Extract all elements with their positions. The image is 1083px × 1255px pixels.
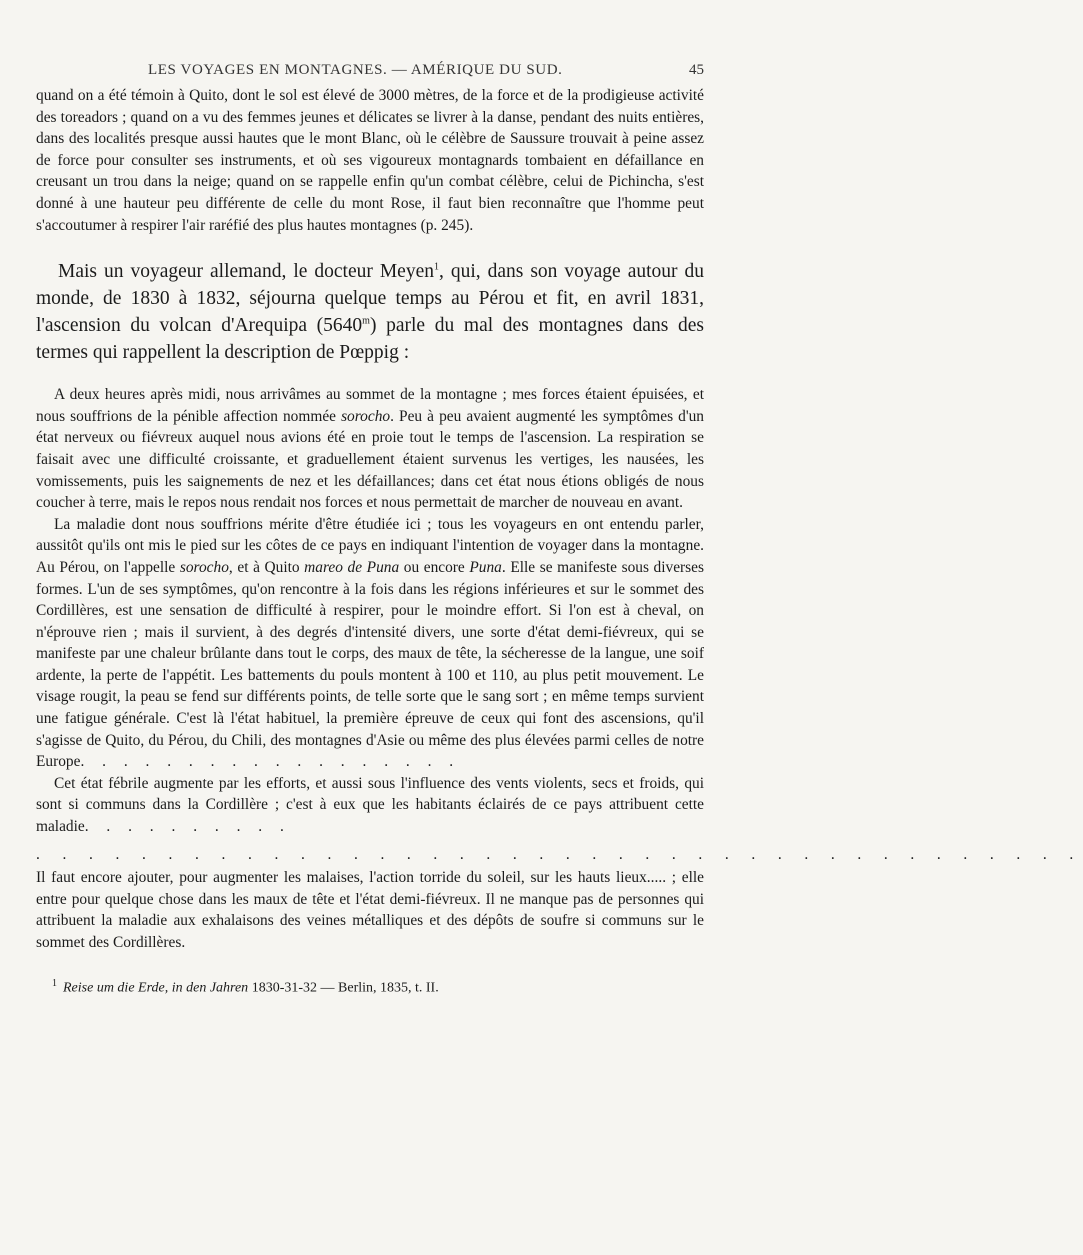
footnote [36,974,704,998]
footnote-citation: 1830-31-32 — Berlin, 1835, t. II. [248,980,439,996]
quote-top-paragraph: quand on a été témoin à Quito, dont le sol est élevé de 3000 mètres, de la force et de la prodigieuse activité des toreadors ; quand on a vu des femmes jeunes et délicates se livrer à la danse, pendant des nuits entières, dans des localités presque aussi hautes que le mont Blanc, où le célèbre de Saussure trouvait à peine assez de force pour consulter ses instruments, et où ses vigoureux montagnards tombaient en défaillance en creusant un trou dans la neige; quand on se rappelle enfin qu'un combat célèbre, celui de Pichincha, s'est donné à une hauteur peu différente de celle du mont Rose, il faut bien reconnaître que l'homme peut s'accoutumer à respirer l'air raréfié des plus hautes montagnes (p. 245). [36,87,704,234]
omission-dot-row: . . . . . . . . . . . . . . . . . . . . . . . . . . . . . . . . . . . . . . . . [36,845,1083,863]
quote-paragraph-4: Il faut encore ajouter, pour augmenter les malaises, l'action torride du soleil, sur les hauts lieux..... ; elle entre pour quelque chose dans les maux de tête et l'état demi-fiévreux. Il ne manque pas de personnes qui attribuent la maladie aux exhalaisons des veines métalliques et des dépôts de soufre si communs sur le sommet des Cordillères. [36,869,704,951]
meyen-quote [36,384,1083,953]
quoted-passage-top [36,85,704,236]
running-title: LES VOYAGES EN MONTAGNES. — AMÉRIQUE DU SUD. [148,62,563,78]
page-number: 45 [689,62,704,78]
running-header [36,62,704,79]
ellipsis-dots: . . . . . . . . . . . . . . . . . . [80,753,461,771]
quote-paragraph-1: A deux heures après midi, nous arrivâmes au sommet de la montagne ; mes forces étaient épuisées, et nous souffrions de la pénible affection nommée sorocho. Peu à peu avaient augmenté les symptômes d'un état nerveux ou fiévreux auquel nous avions été en proie tout le temps de l'ascension. La respiration se faisait avec une difficulté croissante, et graduellement étaient survenus les vertiges, les nausées, les vomissements, puis les saignements de nez et les défaillances; dans cet état nous étions obligés de nous coucher à terre, mais le repos nous rendait nos forces et nous permettait de marcher de nouveau en avant. [36,386,704,512]
footnote-mark: 1 [52,977,57,989]
footnote-title: Reise um die Erde, in den Jahren [63,980,249,996]
quote-paragraph-2: La maladie dont nous souffrions mérite d'être étudiée ici ; tous les voyageurs en ont entendu parler, aussitôt qu'ils ont mis le pied sur les côtes de ce pays en indiquant l'intention de voyager dans la montagne. Au Pérou, on l'appelle sorocho, et à Quito mareo de Puna ou encore Puna. Elle se manifeste sous diverses formes. L'un de ses symptômes, qu'on rencontre à la fois dans les régions inférieures et sur le sommet des Cordillères, est une sensation de difficulté à respirer, pour le moindre effort. Si l'on est à cheval, on n'éprouve rien ; mais il survient, à des degrés d'intensité divers, une sorte d'état demi-fiévreux, qui se manifeste par une chaleur brûlante dans tout le corps, des maux de tête, la sécheresse de la langue, une soif ardente, la perte de l'appétit. Les battements du pouls montent à 100 et 110, au plus petit mouvement. Le visage rougit, la peau se fend sur différents points, de telle sorte que le sang sort ; en même temps survient une fatigue générale. C'est là l'état habituel, la première épreuve de ceux qui font des ascensions, qu'il s'agisse de Quito, du Pérou, du Chili, des montagnes d'Asie ou même des plus élevées parmi celles de notre Europe. . . . . . . . . . . . . . . . . . [36,515,704,771]
ellipsis-dots: . . . . . . . . . . [84,818,291,836]
quote-paragraph-3: Cet état fébrile augmente par les efforts, et aussi sous l'influence des vents violents, secs et froids, qui sont si communs dans la Cordillère ; c'est à eux que les habitants éclairés de ce pays attribuent cette maladie. . . . . . . . . . [36,774,704,836]
unit-superscript: m [362,315,370,327]
main-paragraph: Mais un voyageur allemand, le docteur Meyen$^1$, qui, dans son voyage autour du monde, de 1830 à 1832, séjourna quelque temps au Pérou et fit, en avril 1831, l'ascension du volcan d'Arequipa (5640$^m$) parle du mal des montagnes dans des termes qui rappellent la description de Pœppig : [36,261,704,364]
footnote-ref: 1 [433,261,439,273]
